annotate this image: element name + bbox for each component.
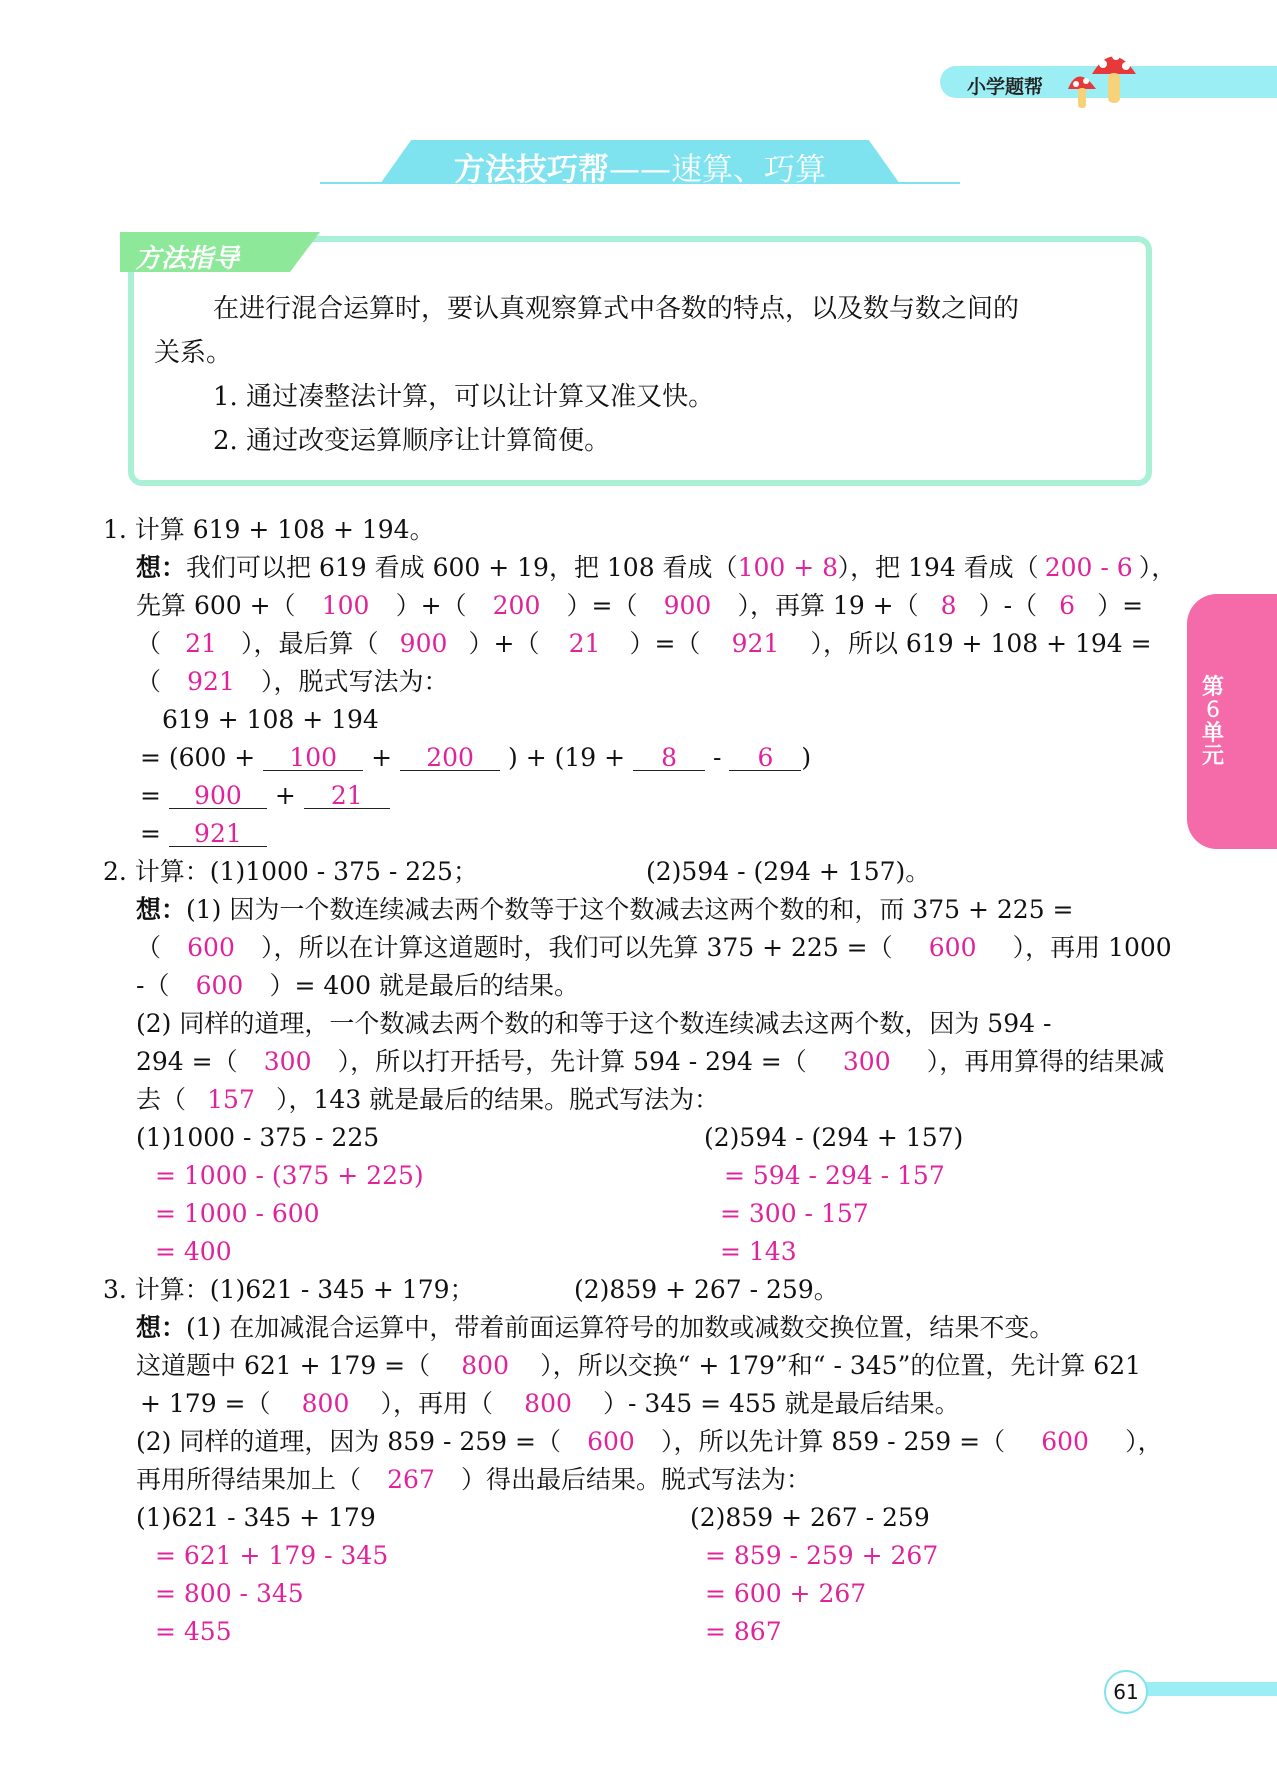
q3-left-3: = 455 xyxy=(155,1617,232,1646)
guide-text-1a: 在进行混合运算时，要认真观察算式中各数的特点，以及数与数之间的 xyxy=(213,294,1020,324)
q2-stem-2: (2)594 - (294 + 157)。 xyxy=(646,857,931,886)
q3-think-line-3: + 179 =（ 800 ），再用（ 800 ）- 345 = 455 就是最后结果。 xyxy=(140,1389,960,1418)
q1-work-1: = (600 + 100 + 200 ) + (19 + 8 - 6 ) xyxy=(140,743,812,772)
q3-think-line-4: (2) 同样的道理，因为 859 - 259 =（ 600 ），所以先计算 859 - 259 =（ 600 ）， xyxy=(136,1427,1163,1456)
page-title: 方法技巧帮——速算、巧算 xyxy=(454,152,826,188)
q2-right-2: = 300 - 157 xyxy=(720,1199,869,1228)
q2-think-line-1: 想：(1) 因为一个数连续减去两个数等于这个数减去这两个数的和，而 375 + 225 = xyxy=(136,895,1074,924)
q1-work-3: = 921 xyxy=(140,821,267,847)
q3-stem-1: 3. 计算：(1)621 - 345 + 179； xyxy=(103,1275,475,1304)
q3-right-1: = 859 - 259 + 267 xyxy=(705,1541,939,1570)
guide-text-3: 2. 通过改变运算顺序让计算简便。 xyxy=(213,426,611,456)
q2-right-0: (2)594 - (294 + 157) xyxy=(704,1123,964,1152)
q2-think-line-5: 294 =（ 300 ），所以打开括号，先计算 594 - 294 =（ 300 ），再用算得的结果减 xyxy=(136,1047,1165,1076)
q3-left-1: = 621 + 179 - 345 xyxy=(155,1541,389,1570)
q1-think-line-3: （ 21 ），最后算（ 900 ）+（ 21 ）=（ 921 ），所以 619 + 108 + 194 = xyxy=(136,629,1152,658)
q3-right-3: = 867 xyxy=(705,1617,782,1646)
guide-text-1b: 关系。 xyxy=(154,338,233,368)
unit-tab-label: 第 6 单 元 xyxy=(1201,675,1224,769)
q2-left-1: = 1000 - (375 + 225) xyxy=(155,1161,424,1190)
q3-think-line-2: 这道题中 621 + 179 =（ 800 ），所以交换“ + 179”和“ - 345”的位置，先计算 621 xyxy=(136,1351,1142,1380)
q1-work-0: 619 + 108 + 194 xyxy=(162,705,379,734)
q2-stem-1: 2. 计算：(1)1000 - 375 - 225； xyxy=(103,857,478,886)
q3-think-line-5: 再用所得结果加上（ 267 ）得出最后结果。脱式写法为： xyxy=(136,1465,812,1494)
q2-think-line-6: 去（ 157 ），143 就是最后的结果。脱式写法为： xyxy=(136,1085,720,1114)
q2-left-0: (1)1000 - 375 - 225 xyxy=(136,1123,380,1152)
q1-stem: 1. 计算 619 + 108 + 194。 xyxy=(103,515,435,544)
guide-text-2: 1. 通过凑整法计算，可以让计算又准又快。 xyxy=(213,382,715,412)
q3-left-2: = 800 - 345 xyxy=(155,1579,304,1608)
q3-think-line-1: 想：(1) 在加减混合运算中，带着前面运算符号的加数或减数交换位置，结果不变。 xyxy=(136,1313,1055,1342)
q3-right-2: = 600 + 267 xyxy=(705,1579,867,1608)
guide-tag: 方法指导 xyxy=(135,244,240,274)
header-brand: 小学题帮 xyxy=(967,76,1044,98)
mushroom-icon xyxy=(1058,44,1148,114)
q3-stem-2: (2)859 + 267 - 259。 xyxy=(574,1275,839,1304)
q2-think-line-3: -（ 600 ）= 400 就是最后的结果。 xyxy=(136,971,580,1000)
q2-left-2: = 1000 - 600 xyxy=(155,1199,320,1228)
page-number-bar xyxy=(1130,1682,1277,1696)
q1-think-line-1: 想：我们可以把 619 看成 600 + 19，把 108 看成（100 + 8），把 194 看成（ 200 - 6 ）， xyxy=(136,553,1177,582)
q3-right-0: (2)859 + 267 - 259 xyxy=(690,1503,930,1532)
q1-work-2: = 900 + 21 xyxy=(140,783,390,809)
q2-think-line-2: （ 600 ），所以在计算这道题时，我们可以先算 375 + 225 =（ 600 ），再用 1000 xyxy=(136,933,1172,962)
page-number: 61 xyxy=(1104,1670,1148,1714)
q2-left-3: = 400 xyxy=(155,1237,232,1266)
q2-think-line-4: (2) 同样的道理，一个数减去两个数的和等于这个数连续减去这两个数，因为 594 - xyxy=(136,1009,1052,1038)
q1-think-line-4: （ 921 ），脱式写法为： xyxy=(136,667,449,696)
q2-right-3: = 143 xyxy=(720,1237,797,1266)
q3-left-0: (1)621 - 345 + 179 xyxy=(136,1503,376,1532)
q1-think-line-2: 先算 600 +（ 100 ）+（ 200 ）=（ 900 ），再算 19 +（ 8 ）-（ 6 ）= xyxy=(136,591,1144,620)
q2-right-1: = 594 - 294 - 157 xyxy=(724,1161,945,1190)
